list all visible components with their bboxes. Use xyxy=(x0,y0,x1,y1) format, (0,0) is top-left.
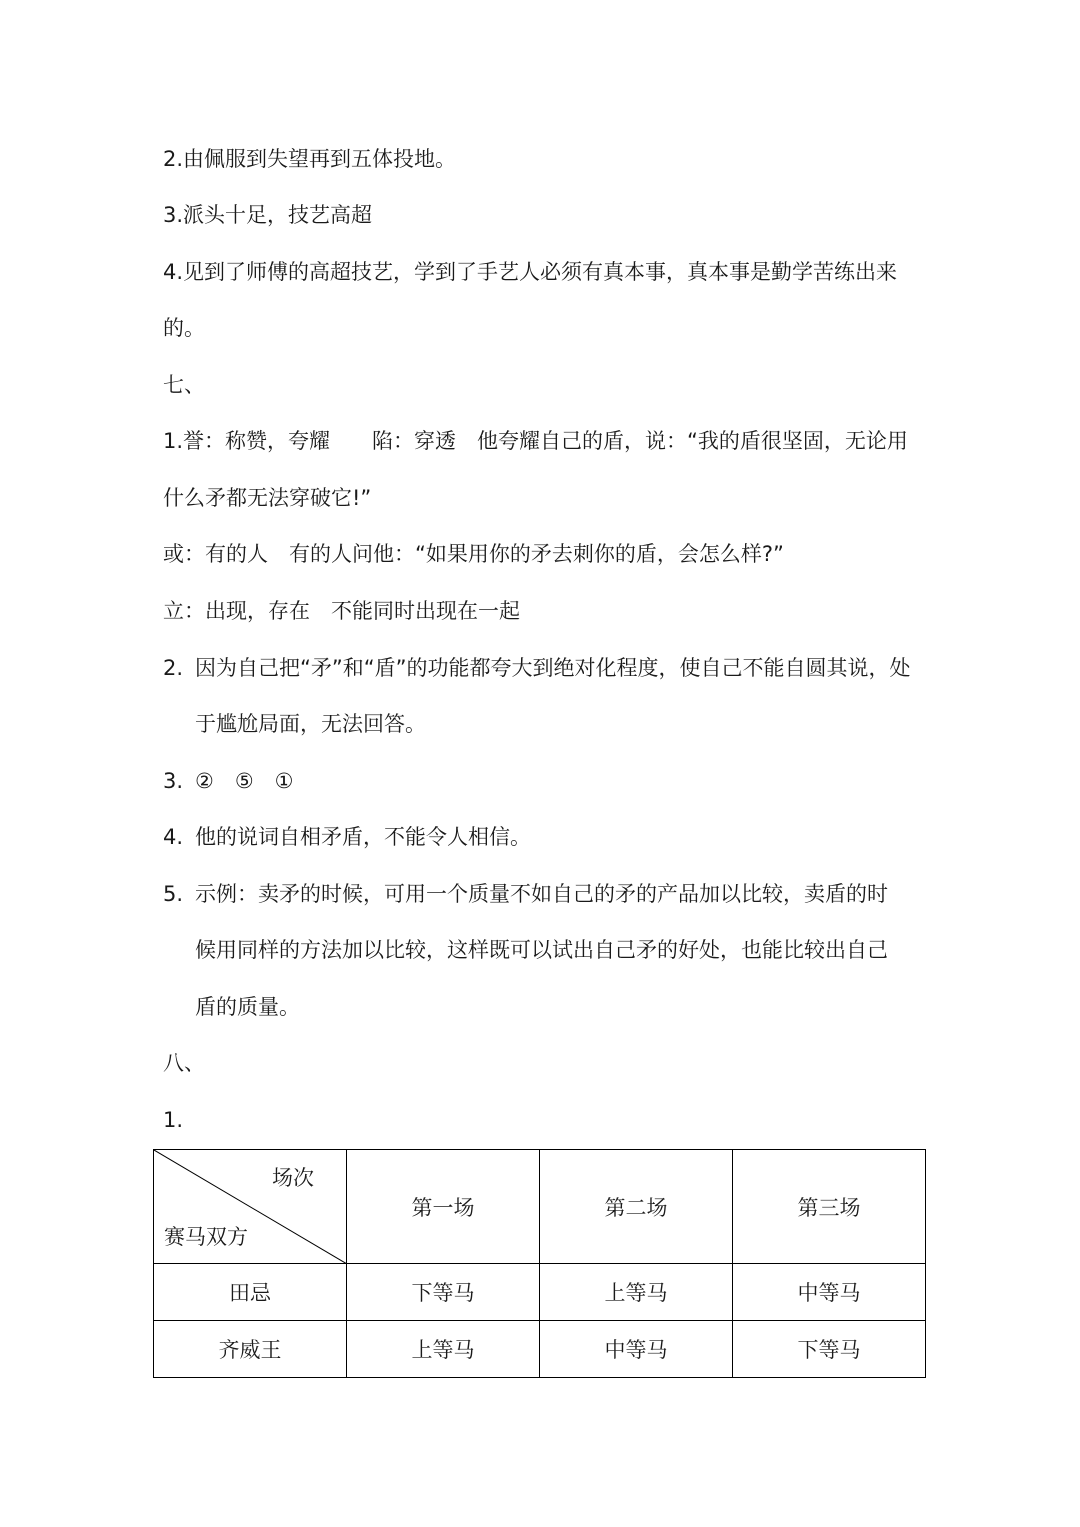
table-row xyxy=(154,1264,926,1321)
item-number: 5. xyxy=(163,882,184,906)
header-sides-label: 赛马双方 xyxy=(164,1225,248,1249)
answer-6-2: 2.由佩服到失望再到五体投地。 xyxy=(163,147,457,171)
horse-race-table xyxy=(153,1149,926,1378)
row-header: 田忌 xyxy=(154,1264,347,1321)
answer-8-1-number: 1. xyxy=(163,1108,184,1132)
answer-6-3: 3.派头十足，技艺高超 xyxy=(163,203,373,227)
answer-7-1-line3: 或：有的人 有的人问他：“如果用你的矛去刺你的盾，会怎么样?” xyxy=(163,542,784,566)
column-header: 第三场 xyxy=(733,1150,926,1264)
answer-7-2-line1 xyxy=(163,653,911,683)
table-header-row xyxy=(154,1150,926,1264)
answer-6-4-line1: 4.见到了师傅的高超技艺，学到了手艺人必须有真本事，真本事是勤学苦练出来 xyxy=(163,260,898,284)
table-cell: 中等马 xyxy=(540,1321,733,1378)
answer-6-4-line2: 的。 xyxy=(163,316,205,340)
header-round-label: 场次 xyxy=(272,1166,314,1190)
item-text: 示例：卖矛的时候，可用一个质量不如自己的矛的产品加以比较，卖盾的时 xyxy=(195,882,888,906)
column-header: 第一场 xyxy=(347,1150,540,1264)
column-header: 第二场 xyxy=(540,1150,733,1264)
answer-7-5-line3: 盾的质量。 xyxy=(195,995,300,1019)
item-number: 4. xyxy=(163,825,184,849)
answer-7-1-line2: 什么矛都无法穿破它!” xyxy=(163,486,372,510)
answer-7-1-line4: 立：出现，存在 不能同时出现在一起 xyxy=(163,599,520,623)
table-cell: 上等马 xyxy=(540,1264,733,1321)
item-text: 他的说词自相矛盾，不能令人相信。 xyxy=(195,825,531,849)
item-number: 2. xyxy=(163,656,184,680)
item-text: 因为自己把“矛”和“盾”的功能都夸大到绝对化程度，使自己不能自圆其说，处 xyxy=(195,656,911,680)
answer-7-1-line1: 1.誉：称赞，夸耀 陷：穿透 他夸耀自己的盾，说：“我的盾很坚固，无论用 xyxy=(163,429,908,453)
table-cell: 下等马 xyxy=(733,1321,926,1378)
diagonal-header-cell xyxy=(154,1150,347,1264)
table-cell: 中等马 xyxy=(733,1264,926,1321)
table-cell: 上等马 xyxy=(347,1321,540,1378)
item-text: ② ⑤ ① xyxy=(195,769,294,793)
row-header: 齐威王 xyxy=(154,1321,347,1378)
section-8-heading: 八、 xyxy=(163,1051,205,1075)
answer-7-5-line1 xyxy=(163,879,888,909)
table-row xyxy=(154,1321,926,1378)
answer-7-4 xyxy=(163,822,531,852)
section-7-heading: 七、 xyxy=(163,373,205,397)
item-number: 3. xyxy=(163,769,184,793)
table-cell: 下等马 xyxy=(347,1264,540,1321)
answer-7-2-line2: 于尴尬局面，无法回答。 xyxy=(195,712,426,736)
answer-7-5-line2: 候用同样的方法加以比较，这样既可以试出自己矛的好处，也能比较出自己 xyxy=(195,938,888,962)
answer-7-3 xyxy=(163,766,293,796)
